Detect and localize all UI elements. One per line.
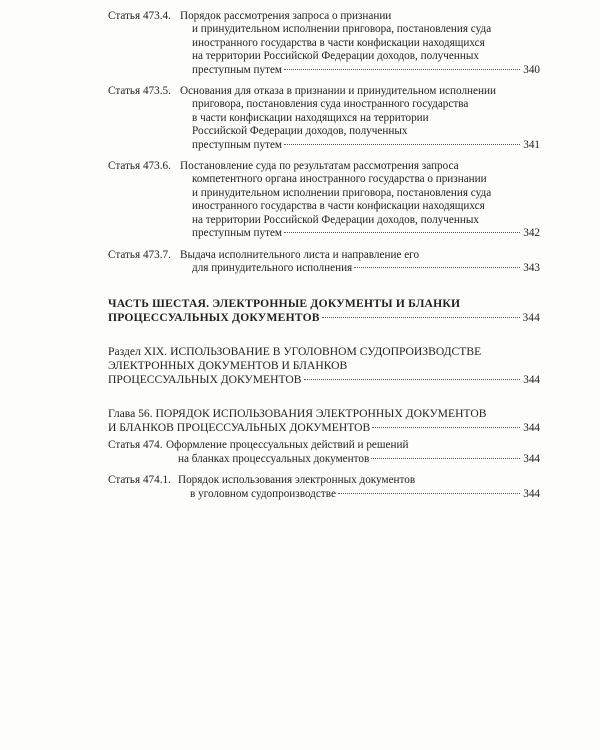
entry-line: Порядок использования электронных документов [178, 474, 416, 487]
entry-line: на территории Российской Федерации доходов, полученных [192, 50, 479, 63]
article-label: Статья 473.6. [108, 160, 171, 173]
toc-entry-474[interactable] [108, 439, 540, 466]
section-title-line: ЭЛЕКТРОННЫХ ДОКУМЕНТОВ И БЛАНКОВ [108, 359, 348, 373]
toc-part-six[interactable] [108, 297, 540, 325]
entry-line: приговора, постановления суда иностранного государства [192, 98, 469, 111]
dot-leader [354, 267, 520, 268]
entry-line: Оформление процессуальных действий и решений [166, 439, 409, 452]
dot-leader [371, 458, 520, 459]
entry-line: иностранного государства в части конфискации находящихся [192, 36, 485, 49]
table-of-contents [108, 10, 540, 501]
page-number: 344 [523, 487, 540, 500]
toc-entry-474-1[interactable] [108, 474, 540, 501]
entry-line: иностранного государства в части конфискации находящихся [192, 200, 485, 213]
entry-line: Выдача исполнительного листа и направление его [180, 248, 420, 261]
toc-entry-473-4[interactable] [108, 10, 540, 77]
part-title-line: ПРОЦЕССУАЛЬНЫХ ДОКУМЕНТОВ [108, 311, 320, 325]
dot-leader [372, 427, 520, 428]
page-number: 344 [523, 452, 540, 465]
article-label: Статья 474. [108, 439, 163, 452]
page-number: 344 [523, 374, 540, 387]
section-title-line: ПРОЦЕССУАЛЬНЫХ ДОКУМЕНТОВ [108, 373, 302, 387]
entry-line: Порядок рассмотрения запроса о признании [180, 10, 392, 22]
entry-line: Основания для отказа в признании и принудительном исполнении [180, 85, 496, 98]
entry-line: для принудительного исполнения [192, 261, 353, 274]
section-title-line: Раздел XIX. ИСПОЛЬЗОВАНИЕ В УГОЛОВНОМ СУДОПРОИЗВОДСТВЕ [108, 345, 482, 359]
dot-leader [284, 232, 520, 233]
entry-line: и принудительном исполнении приговора, постановления суда [192, 186, 492, 199]
entry-line: преступным путем [192, 138, 283, 151]
toc-chapter-56[interactable] [108, 407, 540, 435]
entry-line: в части конфискации находящихся на территории [192, 111, 429, 124]
entry-line: компетентного органа иностранного государства о признании [192, 173, 487, 186]
dot-leader [322, 317, 520, 318]
dot-leader [304, 379, 520, 380]
article-label: Статья 473.7. [108, 248, 171, 261]
article-label: Статья 473.4. [108, 10, 171, 22]
dot-leader [338, 493, 520, 494]
entry-line: преступным путем [192, 63, 283, 76]
page-number: 341 [523, 138, 540, 151]
part-title-line: ЧАСТЬ ШЕСТАЯ. ЭЛЕКТРОННЫЕ ДОКУМЕНТЫ И БЛАНКИ [108, 297, 461, 311]
toc-entry-473-7[interactable] [108, 249, 540, 276]
entry-line: в уголовном судопроизводстве [190, 487, 336, 500]
entry-line: преступным путем [192, 227, 283, 240]
page-number: 342 [523, 227, 540, 240]
toc-entry-473-6[interactable] [108, 160, 540, 240]
entry-line: на территории Российской Федерации доходов, полученных [192, 213, 479, 226]
chapter-title-line: И БЛАНКОВ ПРОЦЕССУАЛЬНЫХ ДОКУМЕНТОВ [108, 421, 371, 435]
page-number: 344 [523, 422, 540, 435]
page-number: 340 [523, 63, 540, 76]
chapter-title-line: Глава 56. ПОРЯДОК ИСПОЛЬЗОВАНИЯ ЭЛЕКТРОННЫХ ДОКУМЕНТОВ [108, 407, 487, 421]
article-label: Статья 473.5. [108, 85, 171, 98]
entry-line: на бланках процессуальных документов [178, 452, 370, 465]
page-number: 344 [522, 312, 540, 325]
entry-line: и принудительном исполнении приговора, постановления суда [192, 23, 492, 36]
dot-leader [284, 144, 520, 145]
entry-line: Постановление суда по результатам рассмотрения запроса [180, 160, 459, 173]
page-number: 343 [523, 261, 540, 274]
toc-entry-473-5[interactable] [108, 85, 540, 152]
toc-section-xix[interactable] [108, 345, 540, 387]
article-label: Статья 474.1. [108, 474, 171, 487]
dot-leader [284, 69, 520, 70]
entry-line: Российской Федерации доходов, полученных [192, 125, 408, 138]
